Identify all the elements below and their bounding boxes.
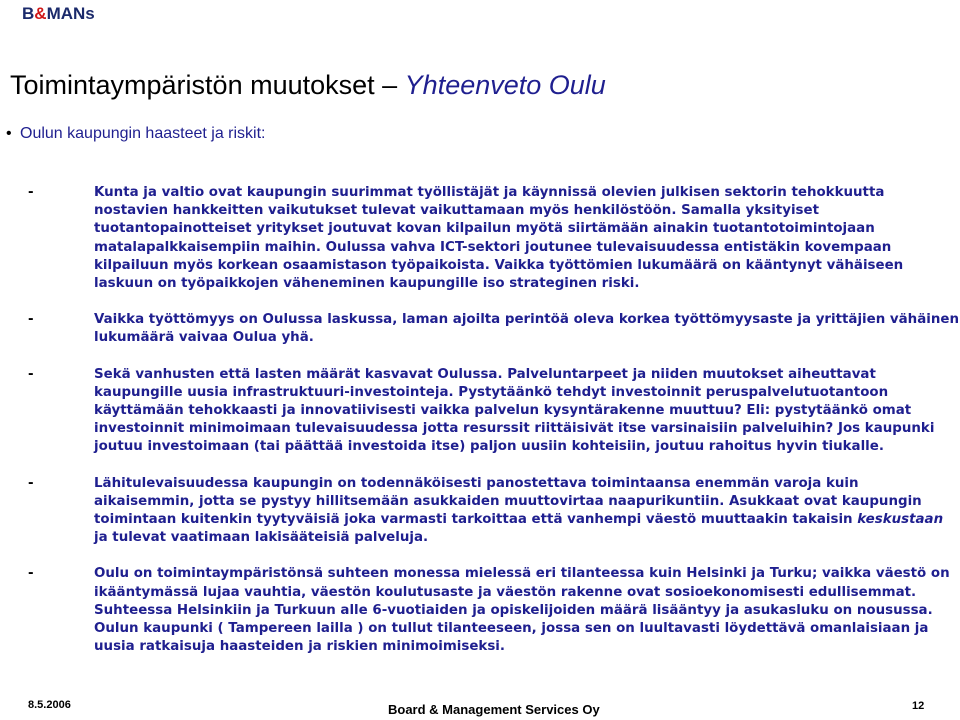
bullet-heading-text: Oulun kaupungin haasteet ja riskit: xyxy=(20,125,266,142)
dash-marker: - xyxy=(28,566,34,582)
bullet-heading xyxy=(6,125,265,143)
risk-item-text-post: ja tulevat vaatimaan lakisääteisiä palveluja. xyxy=(94,530,429,546)
dash-marker: - xyxy=(28,185,34,200)
slide-title xyxy=(10,70,606,101)
risk-item-text-pre: Oulu on toimintaympäristönsä suhteen monessa mielessä eri tilanteessa kuin Helsinki ja Turku; vaikka väestö on ikääntymässä lujaa vauhtia, väestön koulutusaste ja väestön rakenne ovat sosioekonomisesti edullisemmat. Suhteessa Helsinkiin ja Turkuun alle 6-vuotiaiden ja opiskelijoiden määrä lisääntyy ja asukasluku on nousussa. Oulun kaupunki ( Tampereen lailla ) on tullut tilanteeseen, jossa sen on luultavasti löydettävä omanlaisiaan ja uusia ratkaisuja haasteiden ja riskien minimoimiseksi. xyxy=(94,566,950,655)
slide-title-subtitle: Yhteenveto Oulu xyxy=(404,70,606,100)
logo-letter-b: B xyxy=(22,4,35,23)
slide-title-main: Toimintaympäristön muutokset – xyxy=(10,70,405,100)
risk-list xyxy=(28,184,960,674)
risk-item-text xyxy=(94,565,960,656)
dash-marker: - xyxy=(28,366,34,382)
footer-date: 8.5.2006 xyxy=(28,699,71,711)
risk-item xyxy=(28,311,960,347)
risk-item xyxy=(28,565,960,656)
dash-marker: - xyxy=(28,312,34,328)
risk-item-text xyxy=(94,366,960,457)
risk-item-text xyxy=(94,475,960,548)
footer-company: Board & Management Services Oy xyxy=(388,702,600,717)
risk-item-text-pre: Vaikka työttömyys on Oulussa laskussa, laman ajoilta perintöä oleva korkea työttömyysaste ja yrittäjien vähäinen lukumäärä vaivaa Oulua yhä. xyxy=(94,312,959,346)
risk-item xyxy=(28,475,960,548)
logo-ampersand: & xyxy=(34,4,47,23)
risk-item-text-pre: Lähitulevaisuudessa kaupungin on todennäköisesti panostettava toimintaansa enemmän varoja kuin aikaisemmin, jotta se pystyy hillitsemään asukkaiden muuttovirtaa naapurikuntiin. Asukkaat ovat kaupungin toimintaan kuitenkin tyytyväisiä joka varmasti tarkoittaa että vanhempi väestö muuttaakin takaisin xyxy=(94,475,922,528)
risk-item-text-emphasis: keskustaan xyxy=(857,512,944,528)
logo-letters-mans: MANs xyxy=(46,4,95,23)
risk-item xyxy=(28,184,960,293)
bullet-dot-icon: • xyxy=(6,125,12,142)
risk-item-text xyxy=(94,311,960,347)
risk-item-text xyxy=(94,184,960,293)
company-logo xyxy=(22,4,95,24)
page-number: 12 xyxy=(912,700,925,712)
risk-item xyxy=(28,366,960,457)
risk-item-text-pre: Sekä vanhusten että lasten määrät kasvavat Oulussa. Palveluntarpeet ja niiden muutokset aiheuttavat kaupungille uusia infrastruktuuri-investointeja. Pystytäänkö tehdyt investoinnit peruspalvelutuotantoon käyttämään tehokkaasti ja innovatiivisesti vaikka palvelun kysyntärakenne muuttuu? Eli: pystytäänkö omat investoinnit minimoimaan tulevaisuudessa jotta resurssit riittäisivät itse varsinaisiin palveluihin? Jos kaupunki joutuu investoimaan (tai päättää investoida itse) paljon uusiin kohteisiin, joutuu rahoitus hyvin tiukalle. xyxy=(94,366,935,455)
risk-item-text-pre: Kunta ja valtio ovat kaupungin suurimmat työllistäjät ja käynnissä olevien julkisen sektorin tehokkuutta nostavien hankkeitten vaikutukset tulevat vaikuttamaan myös henkilöstöön. Samalla yksityiset tuotantopainotteiset yritykset joutuvat kovan kilpailun myötä siirtämään ainakin tuotantotoimintojaan matalapalkkaisempiin maihin. Oulussa vahva ICT-sektori joutunee tulevaisuudessa entistäkin kovempaan kilpailuun myös korkean osaamistason työpaikoista. Vaikka työttömien lukumäärä on kääntynyt vähäiseen laskuun on työpaikkojen väheneminen kaupungille iso strateginen riski. xyxy=(94,185,904,292)
dash-marker: - xyxy=(28,475,34,491)
